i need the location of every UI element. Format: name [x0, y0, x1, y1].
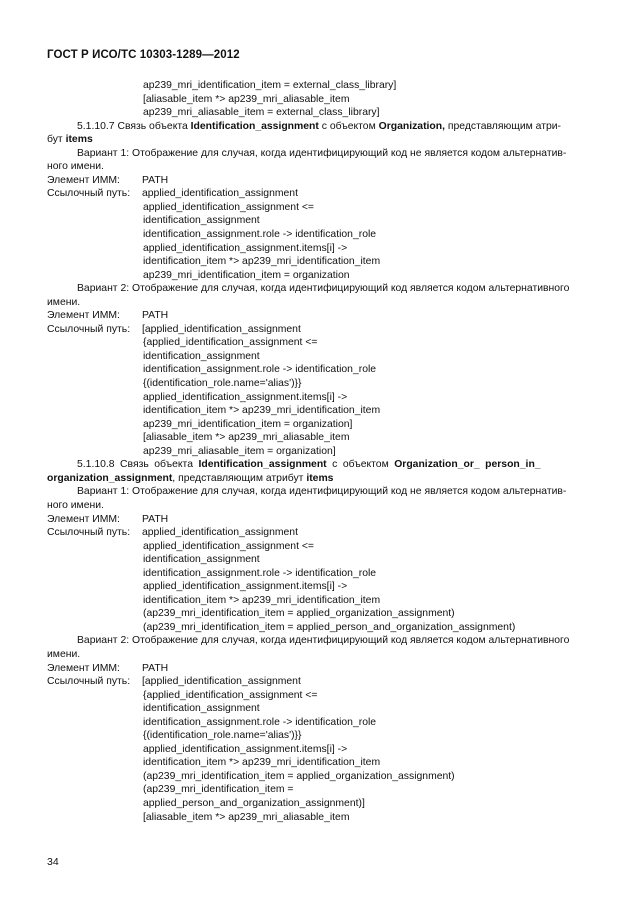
path-row: Ссылочный путь: [applied_identification_assignment [47, 676, 301, 688]
path-line: {applied_identification_assignment <= [143, 337, 318, 349]
path-line: identification_assignment [143, 554, 260, 566]
path-row: Ссылочный путь: applied_identification_assignment [47, 188, 298, 200]
section-heading: 5.1.10.8 Связь объекта Identification_assignment с объектом Organization_or_ person_in_ [77, 459, 541, 471]
variant-text: Вариант 2: Отображение для случая, когда идентифицирующий код является кодом альтернативного [77, 635, 570, 647]
variant-text-cont: ного имени. [47, 161, 104, 173]
path-line: (ap239_mri_identification_item = applied_person_and_organization_assignment) [143, 621, 516, 633]
path-line: (ap239_mri_identification_item = applied_organization_assignment) [143, 770, 455, 782]
element-row: Элемент ИММ: PATH [47, 662, 169, 674]
path-line: ap239_mri_aliasable_item = external_class_library] [143, 107, 380, 119]
path-line: identification_assignment.role -> identification_role [143, 567, 377, 579]
path-line: identification_item *> ap239_mri_identification_item [143, 256, 381, 268]
variant-text-cont: ного имени. [47, 499, 104, 511]
path-line: applied_identification_assignment.items[i] -> [143, 581, 348, 593]
path-row: Ссылочный путь: applied_identification_assignment [47, 527, 298, 539]
path-line: applied_identification_assignment.items[i] -> [143, 242, 348, 254]
section-heading-cont: бут items [47, 134, 93, 146]
section-heading-cont: organization_assignment, представляющим атрибут items [47, 472, 334, 484]
path-line: {(identification_role.name='alias')}} [143, 378, 302, 390]
path-line: identification_assignment [143, 703, 260, 715]
variant-text-cont: имени. [47, 648, 81, 660]
path-line: (ap239_mri_identification_item = [143, 784, 294, 796]
path-line: applied_identification_assignment.items[i] -> [143, 391, 348, 403]
path-line: ap239_mri_identification_item = organization] [143, 418, 353, 430]
path-line: applied_identification_assignment <= [143, 201, 314, 213]
element-row: Элемент ИММ: PATH [47, 513, 169, 525]
page-number: 34 [47, 856, 59, 868]
variant-text: Вариант 1: Отображение для случая, когда идентифицирующий код не является кодом альтернатив- [77, 486, 567, 498]
path-line: applied_person_and_organization_assignment)] [143, 797, 365, 809]
path-line: [aliasable_item *> ap239_mri_aliasable_item [143, 93, 350, 105]
path-line: identification_assignment.role -> identification_role [143, 716, 377, 728]
path-line: ap239_mri_identification_item = organization [143, 269, 350, 281]
path-line: identification_item *> ap239_mri_identification_item [143, 757, 381, 769]
path-line: identification_assignment [143, 215, 260, 227]
variant-text: Вариант 1: Отображение для случая, когда идентифицирующий код не является кодом альтернатив- [77, 147, 567, 159]
document-body [47, 79, 585, 824]
path-line: ap239_mri_identification_item = external_class_library] [143, 80, 397, 91]
path-line: identification_assignment.role -> identification_role [143, 364, 377, 376]
path-line: [aliasable_item *> ap239_mri_aliasable_item [143, 432, 350, 444]
path-line: (ap239_mri_identification_item = applied_organization_assignment) [143, 608, 455, 620]
path-line: identification_item *> ap239_mri_identification_item [143, 594, 381, 606]
path-line: {(identification_role.name='alias')}} [143, 730, 302, 742]
document-header: ГОСТ Р ИСО/ТС 10303-1289—2012 [47, 49, 240, 61]
variant-text-cont: имени. [47, 296, 81, 308]
path-line: ap239_mri_aliasable_item = organization] [143, 445, 336, 457]
path-line: identification_assignment [143, 350, 260, 362]
path-line: [aliasable_item *> ap239_mri_aliasable_item [143, 811, 350, 823]
variant-text: Вариант 2: Отображение для случая, когда идентифицирующий код является кодом альтернативного [77, 283, 570, 295]
path-row: Ссылочный путь: [applied_identification_assignment [47, 323, 301, 335]
path-line: applied_identification_assignment.items[i] -> [143, 743, 348, 755]
path-line: {applied_identification_assignment <= [143, 689, 318, 701]
element-row: Элемент ИММ: PATH [47, 310, 169, 322]
element-row: Элемент ИММ: PATH [47, 174, 169, 186]
path-line: identification_item *> ap239_mri_identification_item [143, 405, 381, 417]
section-heading: 5.1.10.7 Связь объекта Identification_assignment с объектом Organization, представляющим атри- [77, 120, 562, 132]
path-line: applied_identification_assignment <= [143, 540, 314, 552]
path-line: identification_assignment.role -> identification_role [143, 229, 377, 241]
